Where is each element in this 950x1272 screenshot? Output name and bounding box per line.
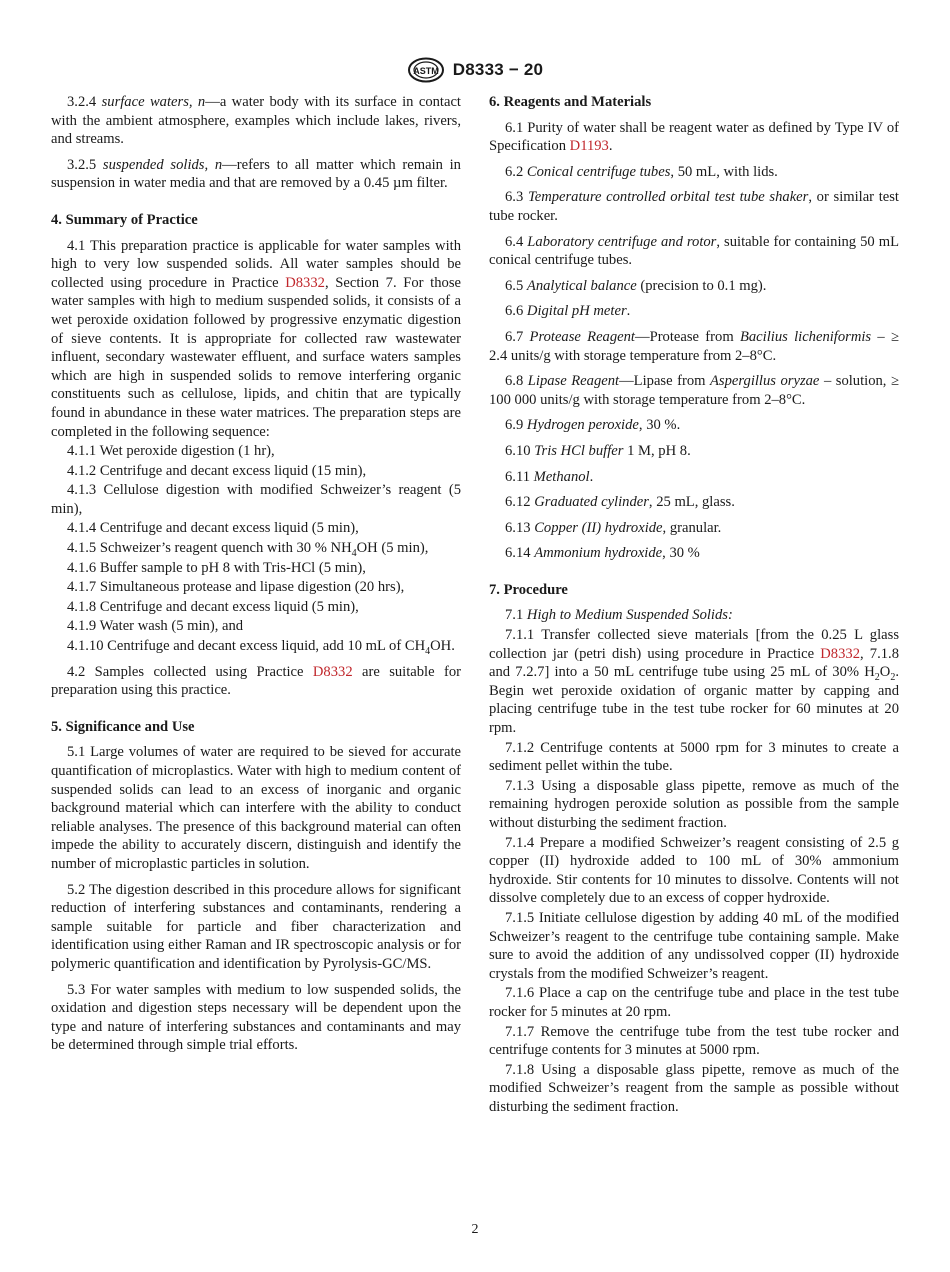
- ref-link-d8332[interactable]: D8332: [285, 274, 325, 291]
- paragraph-7-1-1: 7.1.1 Transfer collected sieve materials [from the 0.25 L glass collection jar (petri dish) using procedure in Practice D8332, 7.1.8 and 7.2.7] into a 50 mL centrifuge tube using 25 mL of 30% $H_2O_2$. Begin wet peroxide oxidation of organic matter by capping and placing centrifuge tube in the test tube rocker for 60 minutes at 20 rpm.: [489, 627, 899, 737]
- paragraph-7-1-6: 7.1.6 Place a cap on the centrifuge tube and place in the test tube rocker for 5 minutes at 20 rpm.: [489, 985, 899, 1020]
- paragraph-6-1: 6.1 Purity of water shall be reagent water as defined by Type IV of Specification D1193.: [489, 119, 899, 155]
- step-item: 4.1.6 Buffer sample to pH 8 with Tris-HCl (5 min),: [67, 559, 366, 576]
- step-item: 4.1.3 Cellulose digestion with modified Schweizer’s reagent (5 min),: [51, 482, 461, 517]
- paragraph-7-1: 7.1 High to Medium Suspended Solids:: [505, 607, 733, 624]
- paragraph-7-1-2: 7.1.2 Centrifuge contents at 5000 rpm for 3 minutes to create a sediment pellet within the tube.: [489, 739, 899, 775]
- paragraph-6-14: 6.14 Ammonium hydroxide, 30 %: [505, 545, 700, 562]
- paragraph-6-2: 6.2 Conical centrifuge tubes, 50 mL, with lids.: [505, 163, 778, 180]
- right-column: [489, 93, 899, 1118]
- step-item: 4.1.4 Centrifuge and decant excess liquid (5 min),: [67, 520, 359, 537]
- paragraph-3-2-4: 3.2.4 surface waters, n—a water body with its surface in contact with the ambient atmosphere, examples which include lakes, rivers, and streams.: [51, 94, 461, 148]
- step-item: 4.1.2 Centrifuge and decant excess liquid (15 min),: [67, 462, 367, 479]
- paragraph-5-2: 5.2 The digestion described in this procedure allows for significant reduction of interfering substances and contaminants, rendering a sample suitable for particle and fiber characterization and identification using either Raman and IR spectroscopic analysis or for polymeric quantification and identification by Pyrolysis-GC/MS.: [51, 881, 461, 972]
- paragraph-6-3: 6.3 Temperature controlled orbital test tube shaker, or similar test tube rocker.: [489, 189, 899, 224]
- paragraph-6-10: 6.10 Tris HCl buffer 1 M, pH 8.: [505, 442, 691, 459]
- ref-link-d8332[interactable]: D8332: [820, 645, 860, 662]
- paragraph-6-13: 6.13 Copper (II) hydroxide, granular.: [505, 519, 722, 536]
- document-id: D8333 − 20: [452, 60, 544, 79]
- step-item: 4.1.10 Centrifuge and decant excess liquid, add 10 mL of $CH_4OH$.: [67, 638, 455, 657]
- section-7-title: 7. Procedure: [489, 581, 568, 598]
- paragraph-7-1-4: 7.1.4 Prepare a modified Schweizer’s reagent consisting of 2.5 g copper (II) hydroxide added to 100 mL of 30% ammonium hydroxide. Stir contents for 10 minutes to dissolve. Contents will not dissolve completely due to an excess of copper hydroxide.: [489, 834, 899, 907]
- step-item: 4.1.9 Water wash (5 min), and: [67, 618, 244, 635]
- paragraph-6-12: 6.12 Graduated cylinder, 25 mL, glass.: [505, 494, 735, 511]
- paragraph-6-8: 6.8 Lipase Reagent—Lipase from Aspergillus oryzae – solution, ≥ 100 000 units/g with storage temperature from 2–8°C.: [489, 373, 899, 408]
- left-column: [51, 93, 461, 1062]
- paragraph-4-1: 4.1 This preparation practice is applicable for water samples with high to very low suspended solids. All water samples should be collected using procedure in Practice D8332, Section 7. For those water samples with high to medium suspended solids, it consists of a wet peroxide oxidation followed by progressive enzymatic digestion of sieve contents. It is appropriate for collected raw wastewater influent, secondary wastewater effluent, and surface waters samples which are high in suspended solids to remove interfering organic constituents such as cellulose, lipids, and chitin that are typically found in abundance in these water matrices. The preparation steps are completed in the following sequence:: [51, 237, 461, 440]
- paragraph-6-4: 6.4 Laboratory centrifuge and rotor, suitable for containing 50 mL conical centrifuge tubes.: [489, 233, 900, 269]
- paragraph-7-1-5: 7.1.5 Initiate cellulose digestion by adding 40 mL of the modified Schweizer’s reagent to the centrifuge tube containing sample. Make sure to avoid the addition of any undissolved copper (II) hydroxide crystals from the modified Schweizer’s reagent.: [489, 909, 899, 982]
- section-6-title: 6. Reagents and Materials: [489, 94, 652, 110]
- paragraph-6-9: 6.9 Hydrogen peroxide, 30 %.: [505, 417, 681, 434]
- ref-link-d1193[interactable]: D1193: [569, 138, 609, 155]
- paragraph-5-1: 5.1 Large volumes of water are required to be sieved for accurate quantification of microplastics. Water with high to medium content of suspended solids can lead to an excess of inorganic and organic background material which can interfere with the ability to conduct reliable analyses. The presence of this background material can often impede the ability to accurately discern, distinguish and identify the number of microplastic particles in solution.: [51, 744, 461, 872]
- paragraph-4-2: 4.2 Samples collected using Practice D8332 are suitable for preparation using this practice.: [51, 663, 461, 699]
- page-header: [0, 55, 950, 85]
- ref-link-d8332[interactable]: D8332: [312, 663, 353, 680]
- paragraph-3-2-5: 3.2.5 suspended solids, n—refers to all matter which remain in suspension in water media and that are removed by a 0.45 µm filter.: [51, 156, 461, 192]
- paragraph-7-1-8: 7.1.8 Using a disposable glass pipette, remove as much of the modified Schweizer’s reagent from the sample as possible without disturbing the sediment fraction.: [489, 1061, 899, 1115]
- paragraph-6-7: 6.7 Protease Reagent—Protease from Bacilius licheniformis – ≥ 2.4 units/g with storage temperature from 2–8°C.: [489, 328, 899, 364]
- step-item: 4.1.5 Schweizer’s reagent quench with 30 % $NH_4OH$ (5 min),: [67, 540, 429, 559]
- page-number: 2: [471, 1222, 479, 1237]
- step-item: 4.1.8 Centrifuge and decant excess liquid (5 min),: [67, 598, 359, 615]
- paragraph-6-11: 6.11 Methanol.: [505, 468, 594, 485]
- astm-logo-icon: [407, 57, 445, 83]
- paragraph-6-6: 6.6 Digital pH meter.: [505, 303, 631, 320]
- paragraph-7-1-3: 7.1.3 Using a disposable glass pipette, remove as much of the remaining hydrogen peroxide solution as possible from the sample without disturbing the sediment fraction.: [489, 777, 899, 831]
- paragraph-7-1-7: 7.1.7 Remove the centrifuge tube from the test tube rocker and centrifuge contents for 3 minutes at 5000 rpm.: [489, 1023, 899, 1059]
- svg-text:ASTM: ASTM: [413, 66, 439, 76]
- paragraph-6-5: 6.5 Analytical balance (precision to 0.1 mg).: [505, 277, 767, 294]
- step-item: 4.1.7 Simultaneous protease and lipase digestion (20 hrs),: [67, 579, 405, 596]
- paragraph-5-3: 5.3 For water samples with medium to low suspended solids, the oxidation and digestion steps necessary will be dependent upon the type and nature of interfering substances and contaminants and may be determined through simple trial efforts.: [51, 981, 461, 1054]
- step-item: 4.1.1 Wet peroxide digestion (1 hr),: [67, 443, 275, 460]
- section-4-title: 4. Summary of Practice: [51, 211, 198, 228]
- section-5-title: 5. Significance and Use: [51, 718, 195, 735]
